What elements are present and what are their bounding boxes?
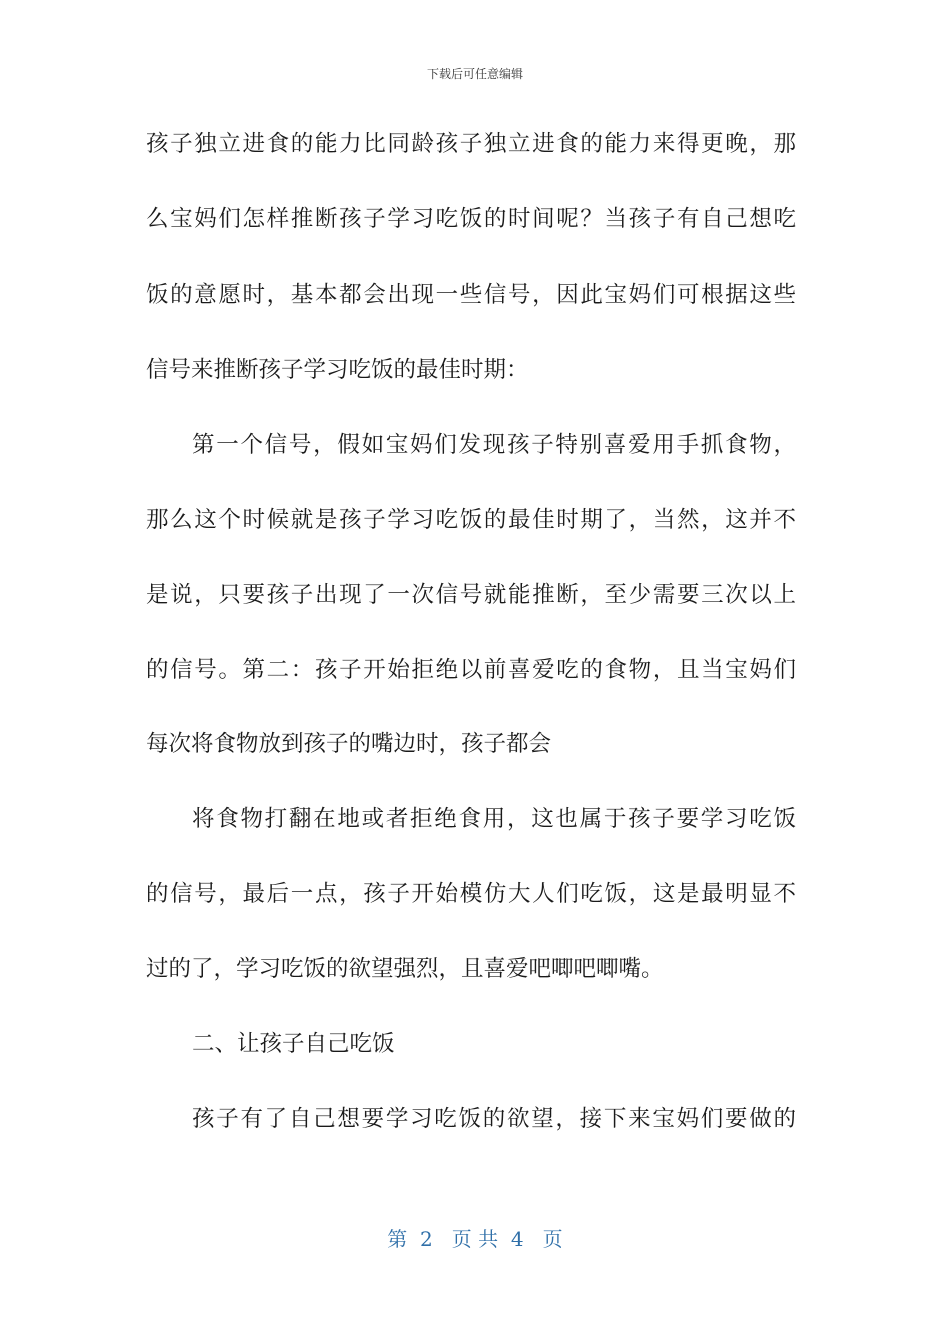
section-heading: 二、让孩子自己吃饭 (192, 1031, 395, 1057)
page-header: 下载后可任意编辑 (426, 67, 523, 81)
body-line: 孩子有了自己想要学习吃饭的欲望，接下来宝妈们要做的 (192, 1106, 796, 1132)
body-line: 孩子独立进食的能力比同龄孩子独立进食的能力来得更晚，那 (146, 131, 796, 157)
body-line: 过的了，学习吃饭的欲望强烈，且喜爱吧唧吧唧嘴。 (146, 956, 664, 982)
page-number-footer: 第 2 页 共 4 页 (387, 1227, 563, 1251)
body-line: 那么这个时候就是孩子学习吃饭的最佳时期了，当然，这并不 (146, 507, 796, 533)
body-line: 的信号。第二：孩子开始拒绝以前喜爱吃的食物，且当宝妈们 (146, 657, 796, 683)
body-line: 将食物打翻在地或者拒绝食用，这也属于孩子要学习吃饭 (192, 806, 796, 832)
body-line: 第一个信号，假如宝妈们发现孩子特别喜爱用手抓食物， (192, 432, 796, 458)
body-line: 是说，只要孩子出现了一次信号就能推断，至少需要三次以上 (146, 582, 796, 608)
body-line: 的信号，最后一点，孩子开始模仿大人们吃饭，这是最明显不 (146, 881, 796, 907)
body-line: 每次将食物放到孩子的嘴边时，孩子都会 (146, 731, 552, 757)
body-line: 饭的意愿时，基本都会出现一些信号，因此宝妈们可根据这些 (146, 282, 796, 308)
body-line: 信号来推断孩子学习吃饭的最佳时期： (146, 357, 529, 383)
body-line: 么宝妈们怎样推断孩子学习吃饭的时间呢？当孩子有自己想吃 (146, 206, 796, 232)
